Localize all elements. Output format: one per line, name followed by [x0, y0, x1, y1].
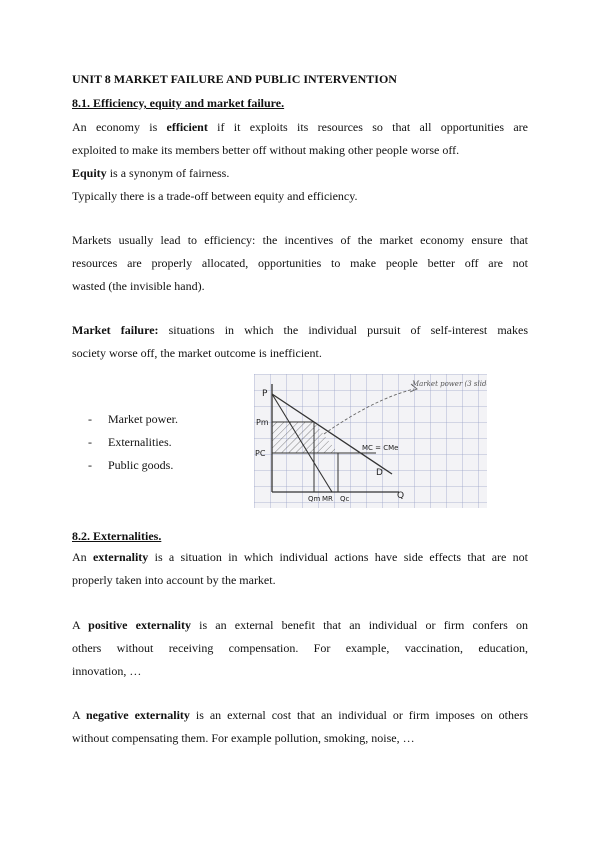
label-pc: PC: [255, 449, 266, 458]
label-q: Q: [397, 491, 405, 501]
label-mc: MC = CMe: [362, 444, 399, 452]
equity-term: Equity: [72, 166, 107, 180]
externality-line-1: [72, 550, 528, 564]
section-2-title: 8.2. Externalities.: [72, 529, 162, 543]
text: An: [72, 550, 93, 564]
equity-line: [72, 166, 528, 180]
markets-paragraph-line-1: Markets usually lead to efficiency: the incentives of the market economy ensure that: [72, 233, 528, 247]
negative-externality-line-2: without compensating them. For example pollution, smoking, noise, …: [72, 731, 415, 745]
positive-externality-line-3: innovation, …: [72, 664, 142, 678]
label-mr: MR: [322, 495, 333, 503]
efficiency-paragraph-line-2: exploited to make its members better off without making other people worse off.: [72, 143, 460, 157]
text: A: [72, 708, 86, 722]
efficient-term: efficient: [166, 120, 208, 134]
text: is an external benefit that an individual or firm confers on: [190, 618, 528, 632]
positive-externality-line-1: [72, 618, 528, 632]
section-1-title: 8.1. Efficiency, equity and market failure.: [72, 96, 285, 110]
annotation-text: Market power (3 slide): [412, 380, 487, 388]
positive-externality-term: positive externality: [88, 618, 191, 632]
markets-paragraph-line-2: resources are properly allocated, opportunities to make people better off are not: [72, 256, 528, 270]
positive-externality-line-2: others without receiving compensation. For example, vaccination, education,: [72, 641, 528, 655]
efficiency-paragraph-line-1: [72, 120, 528, 134]
tradeoff-line: Typically there is a trade-off between equity and efficiency.: [72, 189, 358, 203]
text: A: [72, 618, 89, 632]
externality-term: externality: [92, 550, 149, 564]
market-power-sketch: [254, 374, 487, 508]
markets-paragraph-line-3: wasted (the invisible hand).: [72, 279, 205, 293]
market-failure-line-1: [72, 323, 528, 337]
externality-line-2: properly taken into account by the market.: [72, 573, 276, 587]
list-item: - Public goods.: [88, 458, 178, 481]
label-pm: Pm: [256, 418, 269, 427]
market-failure-list: [88, 412, 178, 481]
negative-externality-term: negative externality: [85, 708, 190, 722]
text: situations in which the individual pursuit of self-interest makes: [158, 323, 528, 337]
unit-heading: UNIT 8 MARKET FAILURE AND PUBLIC INTERVENTION: [72, 72, 397, 86]
list-item: - Market power.: [88, 412, 178, 435]
label-qc: Qc: [340, 495, 350, 503]
label-p: P: [262, 389, 268, 399]
text: is an external cost that an individual or firm imposes on others: [189, 708, 528, 722]
label-qm: Qm: [308, 495, 321, 503]
text: An economy is: [72, 120, 167, 134]
text: is a situation in which individual actions have side effects that are not: [148, 550, 528, 564]
market-failure-line-2: society worse off, the market outcome is inefficient.: [72, 346, 322, 360]
market-failure-term: Market failure:: [72, 323, 159, 337]
sketch-svg: [254, 374, 487, 508]
label-d: D: [376, 468, 383, 478]
list-item: - Externalities.: [88, 435, 178, 458]
negative-externality-line-1: [72, 708, 528, 722]
text: if it exploits its resources so that all opportunities are: [207, 120, 529, 134]
text: is a synonym of fairness.: [106, 166, 230, 180]
profit-area: [272, 422, 314, 453]
